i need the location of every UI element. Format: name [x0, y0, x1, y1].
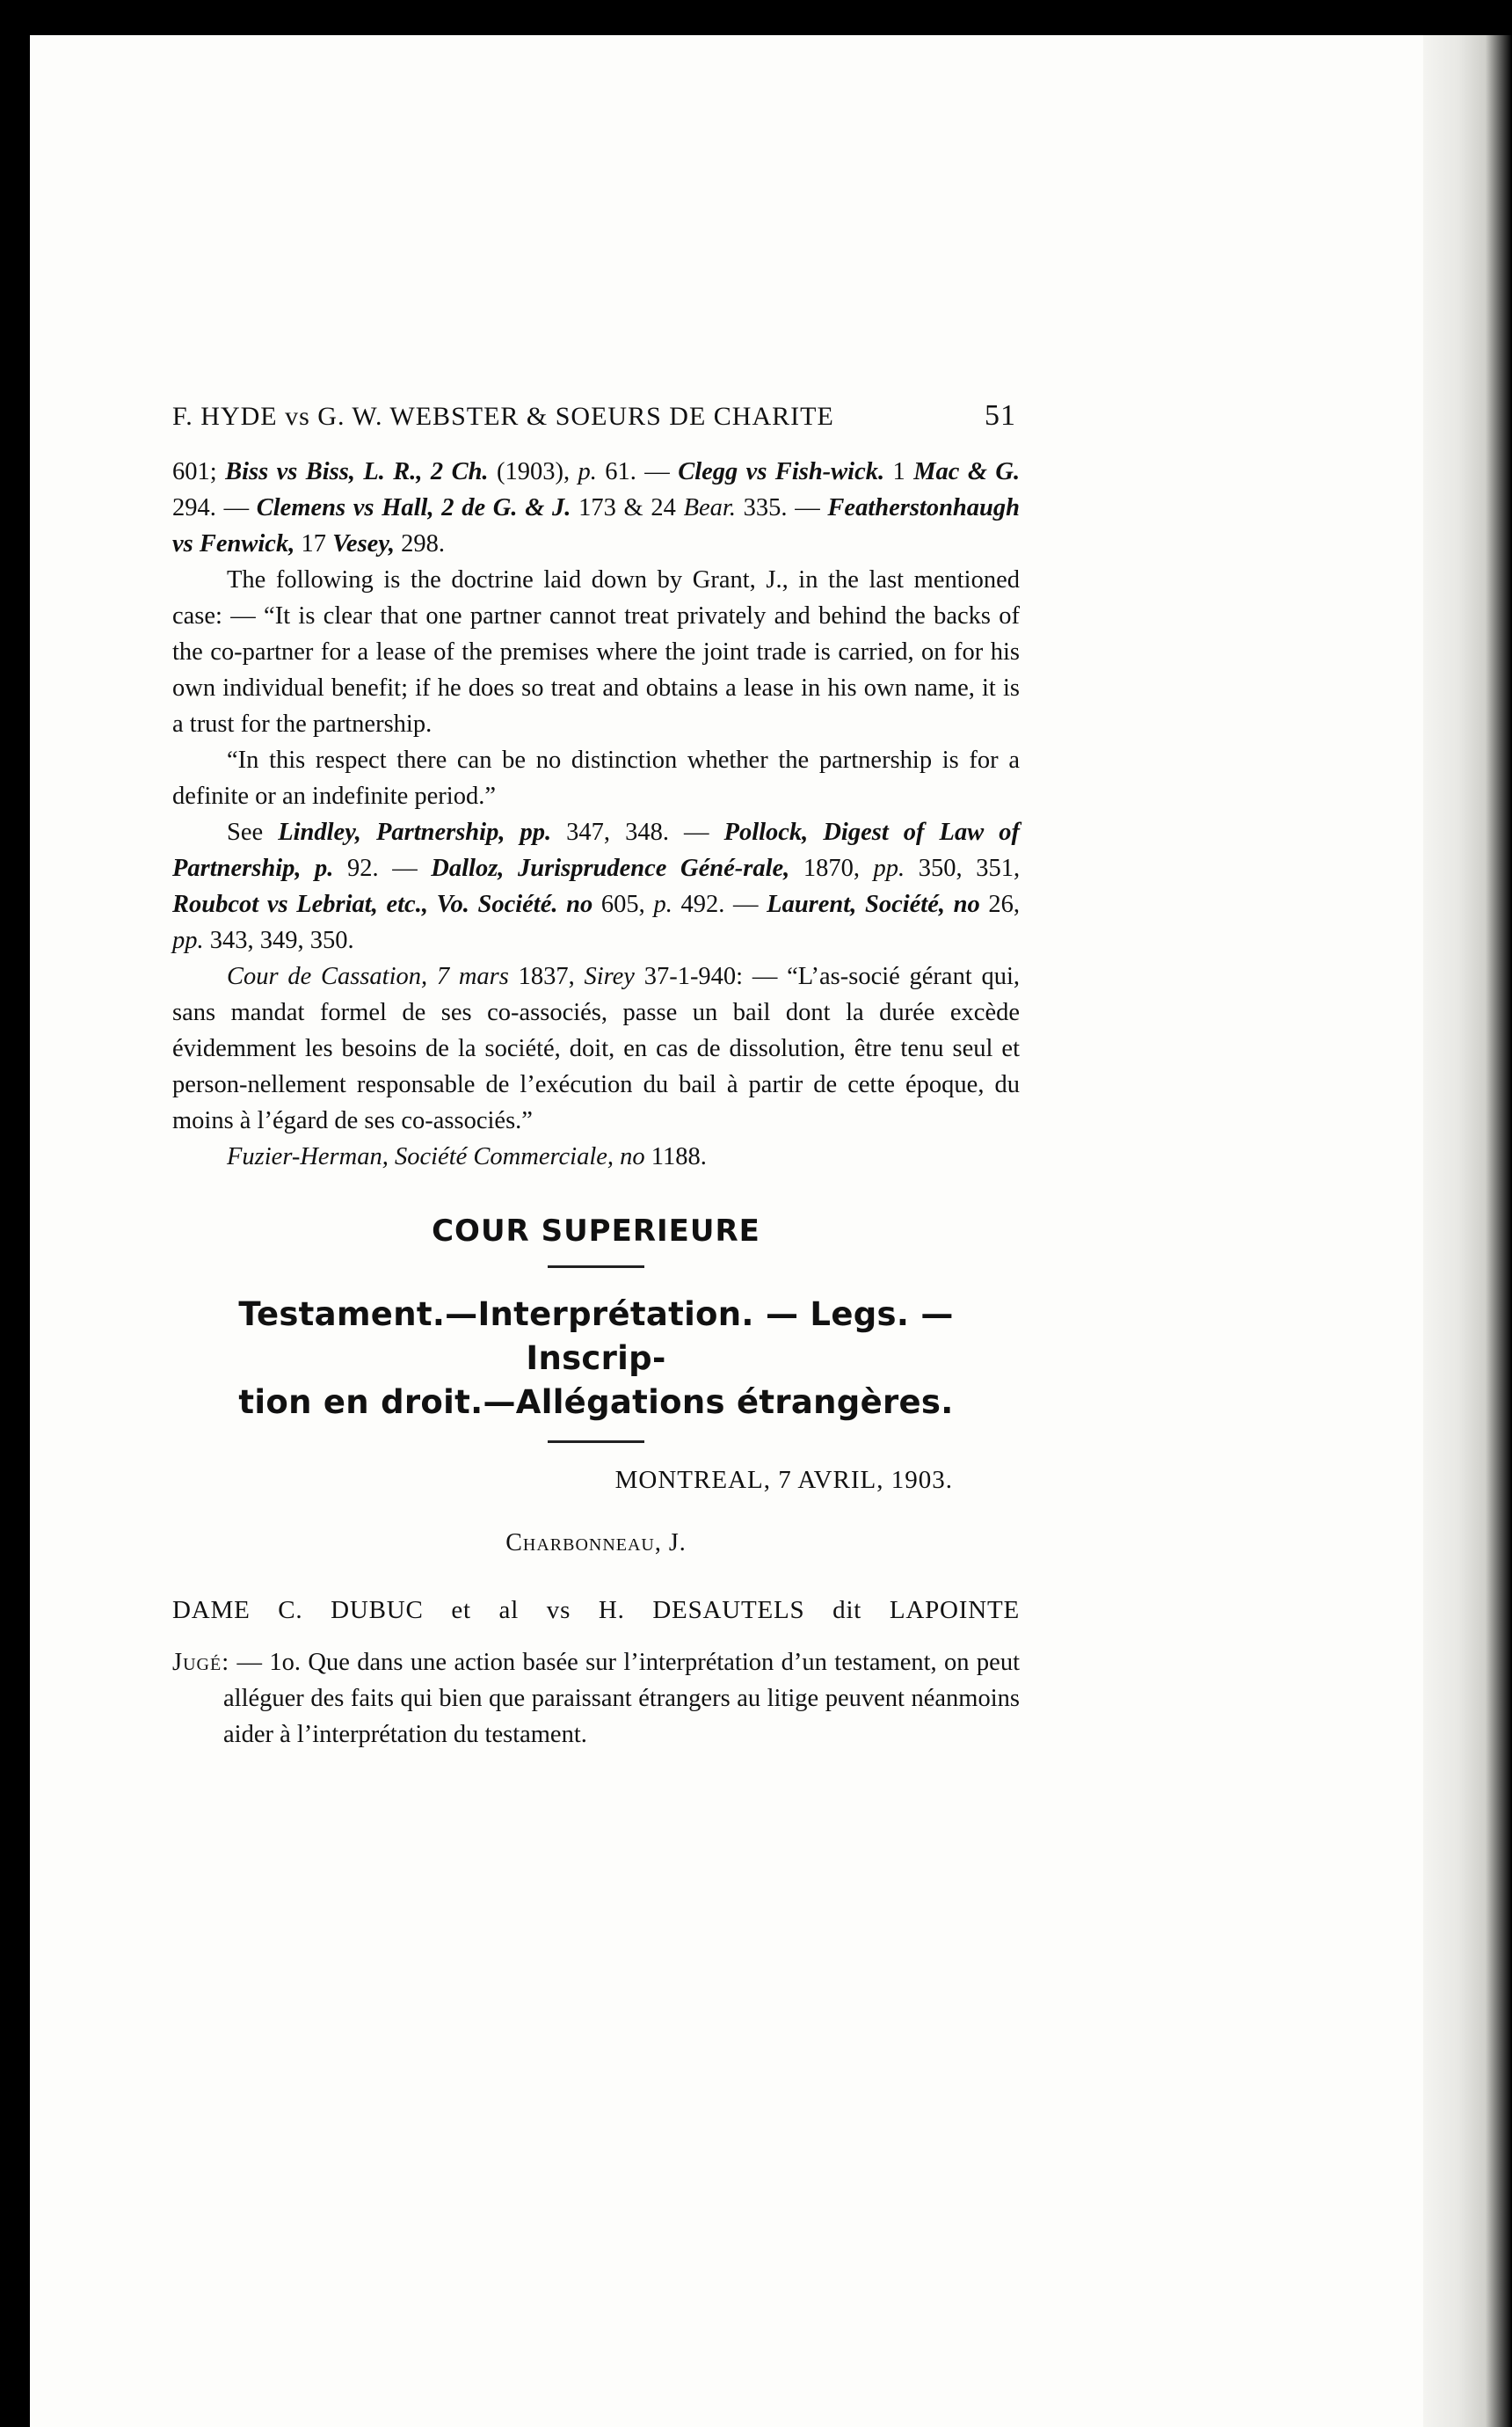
- case-citation: Clemens vs Hall, 2 de G. & J.: [256, 494, 571, 521]
- references-paragraph: [172, 814, 1020, 958]
- judgment-text: — 1o. Que dans une action basée sur l’interprétation d’un testament, on peut alléguer des faits qui bien que paraissant étrangers au litige peuvent néanmoins aider à l’interprétation du testament.: [223, 1649, 1020, 1748]
- text-run: 17: [301, 530, 326, 558]
- page-edge-shadow: [1423, 35, 1512, 2427]
- text-block: [172, 397, 1020, 1753]
- text-run: 347, 348. —: [566, 819, 709, 846]
- reference-title: Laurent, Société, no: [767, 891, 980, 918]
- text-run: 605,: [600, 891, 645, 918]
- judge-name: [172, 1525, 1020, 1561]
- case-citation: Mac & G.: [913, 458, 1021, 485]
- text-run: 37-1-940: — “L’as-socié gérant qui, sans mandat formel de ses co-associés, passe un bail dont la durée excède évidemment les besoins de la société, doit, en cas de dissolution, être tenu seul et person-nellement responsable de l’exécution du bail à partir de cette époque, du moins à l’égard de ses co-associés.”: [172, 963, 1021, 1134]
- text-run: See: [227, 819, 264, 846]
- reference-title: Sirey: [584, 963, 635, 990]
- text-run: 61. —: [605, 458, 670, 485]
- text-run: 335. —: [743, 494, 820, 521]
- case-subject: [172, 1293, 1020, 1425]
- citation-paragraph: [172, 454, 1020, 562]
- running-title: F. HYDE vs G. W. WEBSTER & SOEURS DE CHARITE: [172, 402, 834, 431]
- text-run: 26,: [988, 891, 1021, 918]
- text-run: 298.: [401, 530, 446, 558]
- text-run: 173 & 24: [578, 494, 676, 521]
- text-run: 350, 351,: [918, 855, 1021, 882]
- text-run: 294. —: [172, 494, 250, 521]
- case-citation: Vesey,: [332, 530, 396, 558]
- reference-title: Cour de Cassation, 7 mars: [227, 963, 509, 990]
- text-run: pp.: [873, 855, 905, 882]
- text-run: (1903),: [496, 458, 571, 485]
- page-number: 51: [985, 399, 1016, 432]
- reference-title: Pollock, Digest of Law of Partnership, p.: [172, 819, 1021, 882]
- judgment-label: Jugé:: [172, 1649, 230, 1676]
- cassation-paragraph: [172, 958, 1020, 1139]
- reference-title: Fuzier-Herman, Société Commerciale, no: [227, 1143, 645, 1170]
- place-date: MONTREAL, 7 AVRIL, 1903.: [614, 1466, 953, 1494]
- fuzier-paragraph: [172, 1139, 1020, 1175]
- text-run: pp.: [172, 927, 204, 954]
- text-run: 343, 349, 350.: [209, 927, 354, 954]
- reference-title: Lindley, Partnership, pp.: [278, 819, 552, 846]
- text-run: p.: [653, 891, 672, 918]
- running-header: [172, 397, 1020, 434]
- case-citation: Clegg vs Fish-wick.: [678, 458, 885, 485]
- text-run: 492. —: [680, 891, 759, 918]
- text-run: 92. —: [347, 855, 418, 882]
- quote-paragraph: “In this respect there can be no distinction whether the partnership is for a definite or an indefinite period.”: [172, 747, 1020, 810]
- doctrine-paragraph: The following is the doctrine laid down by Grant, J., in the last mentioned case: — “It is clear that one partner cannot treat privately and behind the backs of the co-partner for a lease of the premises where the joint trade is carried, on for his own individual benefit; if he does so treat and obtains a lease in his own name, it is a trust for the partnership.: [172, 566, 1020, 738]
- case-citation: Biss vs Biss, L. R., 2 Ch.: [225, 458, 489, 485]
- court-heading: COUR SUPERIEURE: [432, 1214, 760, 1249]
- case-parties: DAME C. DUBUC et al vs H. DESAUTELS dit LAPOINTE: [172, 1596, 1020, 1624]
- reference-title: Roubcot vs Lebriat, etc., Vo. Société. no: [172, 891, 593, 918]
- text-run: 601;: [172, 458, 217, 485]
- reference-title: Dalloz, Jurisprudence Géné-rale,: [431, 855, 790, 882]
- subject-line: Testament.—Interprétation. — Legs. — Inscrip-: [238, 1295, 954, 1377]
- text-run: Bear.: [683, 494, 736, 521]
- case-citation: Featherstonhaugh vs Fenwick,: [172, 494, 1020, 558]
- text-run: p.: [578, 458, 597, 485]
- divider-rule: [548, 1440, 644, 1443]
- text-run: 1837,: [518, 963, 575, 990]
- judge-text: Charbonneau, J.: [505, 1529, 687, 1556]
- text-run: 1188.: [651, 1143, 707, 1170]
- judgment-summary: [172, 1644, 1020, 1753]
- subject-line: tion en droit.—Allégations étrangères.: [238, 1383, 954, 1421]
- text-run: 1: [892, 458, 905, 485]
- text-run: 1870,: [803, 855, 860, 882]
- divider-rule: [548, 1265, 644, 1268]
